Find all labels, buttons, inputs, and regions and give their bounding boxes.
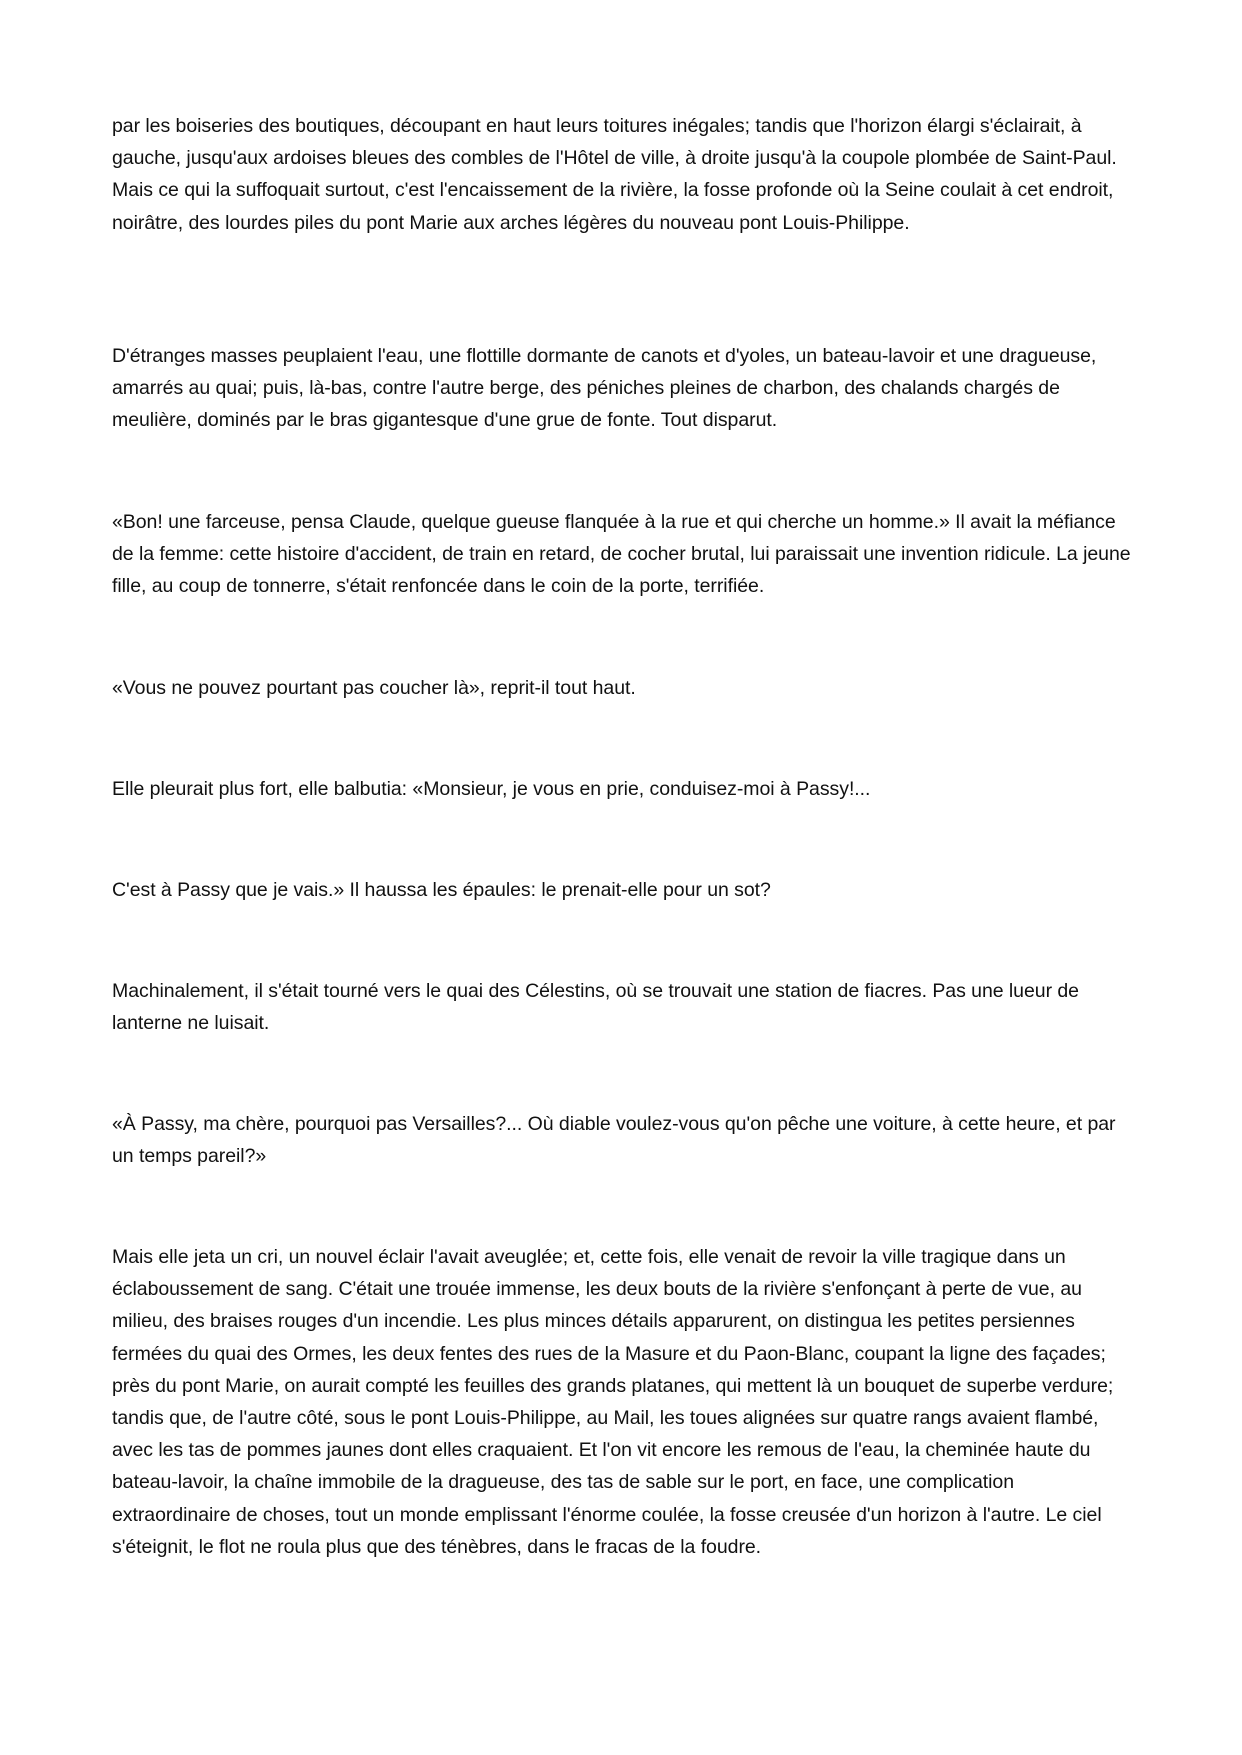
paragraph-2: D'étranges masses peuplaient l'eau, une flottille dormante de canots et d'yoles, un bateau-lavoir et une dragueuse, amarrés au quai; puis, là-bas, contre l'autre berge, des péniches pleines de charbon, des chalands chargés de meulière, dominés par le bras gigantesque d'une grue de fonte. Tout disparut. [112,345,1097,432]
paragraph-3: «Bon! une farceuse, pensa Claude, quelque gueuse flanquée à la rue et qui cherche un homme.» Il avait la méfiance de la femme: cette histoire d'accident, de train en retard, de cocher brutal, lui paraissait une invention ridicule. La jeune fille, au coup de tonnerre, s'était renfoncée dans le coin de la porte, terrifiée. [112,511,1131,598]
paragraph-7: Machinalement, il s'était tourné vers le quai des Célestins, où se trouvait une station de fiacres. Pas une lueur de lanterne ne luisait. [112,980,1079,1035]
document-page [112,0,1137,1755]
paragraph-6: C'est à Passy que je vais.» Il haussa les épaules: le prenait-elle pour un sot? [112,879,771,901]
paragraph-5: Elle pleurait plus fort, elle balbutia: «Monsieur, je vous en prie, conduisez-moi à Passy!... [112,778,871,800]
paragraph-4: «Vous ne pouvez pourtant pas coucher là», reprit-il tout haut. [112,677,636,699]
paragraph-1: par les boiseries des boutiques, découpant en haut leurs toitures inégales; tandis que l'horizon élargi s'éclairait, à gauche, jusqu'aux ardoises bleues des combles de l'Hôtel de ville, à droite jusqu'à la coupole plombée de Saint-Paul. Mais ce qui la suffoquait surtout, c'est l'encaissement de la rivière, la fosse profonde où la Seine coulait à cet endroit, noirâtre, des lourdes piles du pont Marie aux arches légères du nouveau pont Louis-Philippe. [112,115,1117,234]
paragraph-8: «À Passy, ma chère, pourquoi pas Versailles?... Où diable voulez-vous qu'on pêche une voiture, à cette heure, et par un temps pareil?» [112,1113,1116,1168]
paragraph-9: Mais elle jeta un cri, un nouvel éclair l'avait aveuglée; et, cette fois, elle venait de revoir la ville tragique dans un éclaboussement de sang. C'était une trouée immense, les deux bouts de la rivière s'enfonçant à perte de vue, au milieu, des braises rouges d'un incendie. Les plus minces détails apparurent, on distingua les petites persiennes fermées du quai des Ormes, les deux fentes des rues de la Masure et du Paon-Blanc, coupant la ligne des façades; près du pont Marie, on aurait compté les feuilles des grands platanes, qui mettent là un bouquet de superbe verdure; tandis que, de l'autre côté, sous le pont Louis-Philippe, au Mail, les toues alignées sur quatre rangs avaient flambé, avec les tas de pommes jaunes dont elles craquaient. Et l'on vit encore les remous de l'eau, la cheminée haute du bateau-lavoir, la chaîne immobile de la dragueuse, des tas de sable sur le port, en face, une complication extraordinaire de choses, tout un monde emplissant l'énorme coulée, la fosse creusée d'un horizon à l'autre. Le ciel s'éteignit, le flot ne roula plus que des ténèbres, dans le fracas de la foudre. [112,1246,1114,1558]
